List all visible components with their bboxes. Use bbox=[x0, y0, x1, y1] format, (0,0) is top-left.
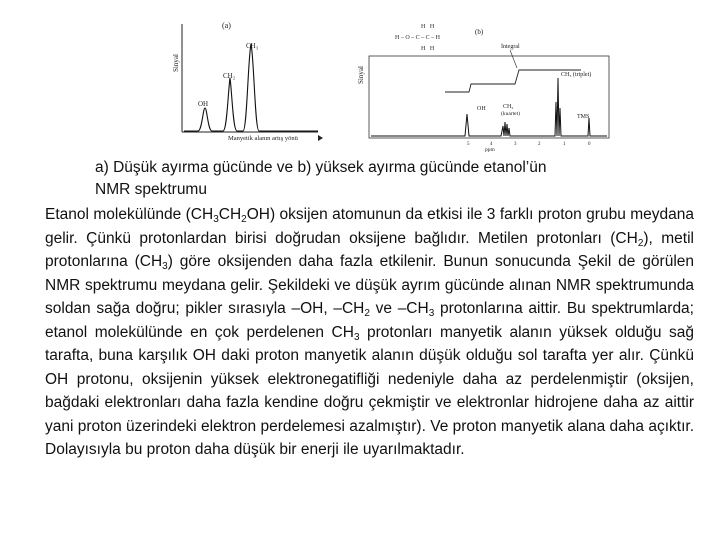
structure-bot-row: H H bbox=[421, 46, 435, 52]
panel-label-a: (a) bbox=[222, 21, 231, 30]
structure-top-row: H H bbox=[421, 24, 435, 30]
body-paragraph bbox=[45, 203, 694, 462]
peak-label-ch2-a: CH₂ bbox=[223, 72, 236, 80]
paragraph-text: Etanol molekülünde $(CH_3CH_2OH)$ oksijen atomunun da etkisi ile 3 farklı proton grubu meydana gelir. Çünkü protonlardan birisi doğrudan oksijene bağlıdır. Metilen protonları $(CH_2)$, metil protonlarına $(CH_3)$ göre oksijenden daha fazla etkilenir. Bunun sonucunda Şekil de görülen NMR spektrumu meydana gelir. Şekildeki ve düşük ayrım gücünde alınan NMR spektrumunda soldan sağa doğru; pikler sırasıyla –OH, $-CH_2$ ve $-CH_3$ protonlarına aittir. Bu spektrumlarda; etanol molekülünde en çok perdelenen $CH_3$ protonları manyetik alanın yüksek olduğu sağ tarafta, buna karşılık OH daki proton manyetik alanın düşük olduğu sol tarafta yer alır. Çünkü OH protonu, oksijenin yüksek elektronegatifliği nedeniyle daha az perdelenmiştir (oksijen, bağdaki elektronları daha fazla kendine doğru çekmiştir ve elektronlar hidrojene daha az aittir yani proton üzerindeki elektron perdelemesi azalmıştır). Ve proton manyetik alana daha açıktır. Dolayısıyla bu proton daha düşük bir enerji ile uyarılmaktadır. bbox=[45, 206, 695, 458]
caption-line-1: a) Düşük ayırma gücünde ve b) yüksek ayırma gücünde etanol’ün bbox=[95, 159, 547, 176]
figure-caption bbox=[95, 157, 695, 200]
x-tick: 0 bbox=[588, 142, 591, 147]
structure-mid-row: H – O – C – C – H bbox=[395, 35, 441, 41]
x-tick: 3 bbox=[514, 142, 517, 147]
spectrum-trace-b bbox=[371, 78, 607, 136]
plot-frame-b bbox=[369, 56, 609, 138]
x-axis-label-b: ppm bbox=[485, 147, 495, 152]
peak-label-tms-b: TMS bbox=[577, 114, 590, 120]
peak-label-ch2-b: CH₂ bbox=[503, 104, 514, 110]
peak-label-ch3-a: CH₃ bbox=[246, 42, 259, 50]
spectrum-high-resolution bbox=[345, 18, 613, 152]
spectrum-trace-a bbox=[184, 44, 318, 131]
x-tick: 5 bbox=[467, 142, 470, 147]
y-axis-label-b: Sinyal bbox=[357, 66, 365, 84]
integral-label: İntegral bbox=[501, 44, 520, 50]
x-tick: 1 bbox=[563, 142, 566, 147]
ethanol-structure bbox=[395, 24, 441, 52]
peak-label-oh-b: OH bbox=[477, 106, 486, 112]
x-tick: 4 bbox=[490, 142, 493, 147]
panel-label-b: (b) bbox=[475, 28, 484, 36]
x-tick: 2 bbox=[538, 142, 541, 147]
y-axis-label-a: Sinyal bbox=[172, 54, 180, 72]
spectrum-low-resolution bbox=[168, 14, 328, 148]
x-axis-label-a: Manyetik alanın artış yönü bbox=[228, 135, 298, 142]
arrow-head-icon bbox=[318, 135, 323, 141]
caption-line-2: NMR spektrumu bbox=[95, 180, 207, 198]
peak-sublabel-ch2-b: (kuartet) bbox=[501, 111, 520, 117]
integral-pointer bbox=[510, 50, 517, 68]
peak-label-oh-a: OH bbox=[198, 100, 209, 108]
peak-label-ch3-b: CH₃ (triplet) bbox=[561, 72, 592, 78]
